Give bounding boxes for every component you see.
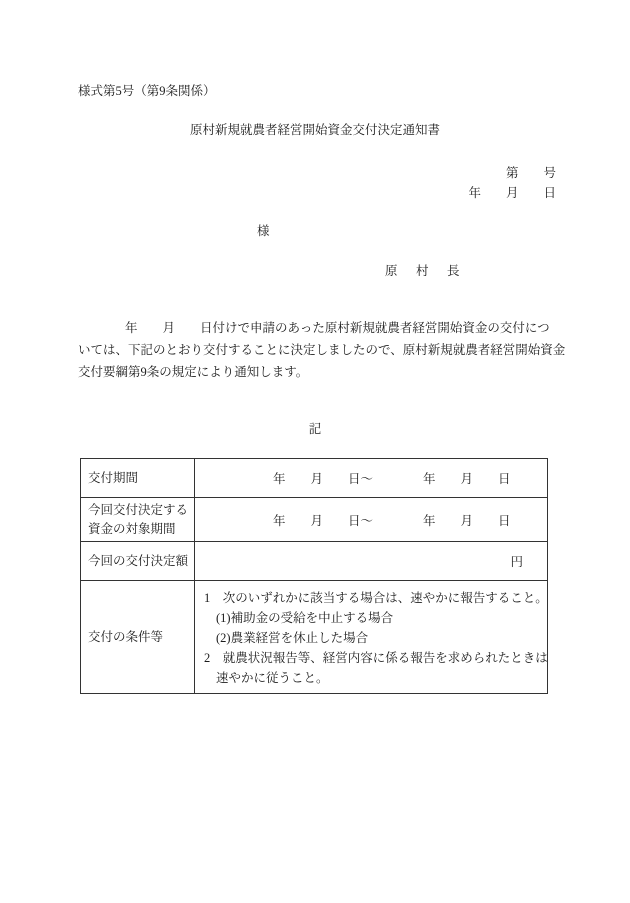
addressee-honorific: 様 [257, 224, 270, 238]
row-label: 今回の交付決定額 [81, 542, 195, 580]
body-paragraph [78, 317, 566, 383]
table-row-target-period [81, 497, 547, 541]
section-marker-ki: 記 [308, 422, 322, 436]
sender-village-mayor: 原 村 長 [385, 264, 463, 278]
form-number: 様式第5号（第9条関係） [78, 84, 216, 98]
row-value-date-range: 年 月 日～ 年 月 日 [273, 513, 511, 528]
body-line: いては、下記のとおり交付することに決定しましたので、原村新規就農者経営開始資金 [78, 343, 566, 357]
condition-line: 2 就農状況報告等、経営内容に係る報告を求められたときは [204, 651, 548, 665]
condition-line: 1 次のいずれかに該当する場合は、速やかに報告すること。 [204, 591, 548, 605]
row-label: 交付の条件等 [81, 581, 195, 693]
document-number-blank: 第 号 [505, 166, 556, 180]
body-line: 交付要綱第9条の規定により通知します。 [78, 365, 309, 379]
row-label: 交付期間 [81, 459, 195, 497]
grant-decision-table [80, 458, 548, 694]
body-line: 年 月 日付けで申請のあった原村新規就農者経営開始資金の交付につ [125, 321, 550, 335]
issue-date-blank: 年 月 日 [468, 186, 556, 200]
document-title: 原村新規就農者経営開始資金交付決定通知書 [189, 123, 440, 137]
condition-line: (2)農業経営を休止した場合 [216, 631, 369, 645]
table-row-decided-amount [81, 541, 547, 580]
table-row-grant-period [81, 459, 547, 497]
condition-line: (1)補助金の受給を中止する場合 [216, 611, 394, 625]
row-value-amount-yen: 円 [510, 555, 523, 569]
row-label: 今回交付決定する資金の対象期間 [81, 498, 195, 541]
row-value-date-range: 年 月 日～ 年 月 日 [273, 472, 511, 486]
condition-line: 速やかに従うこと。 [216, 671, 329, 685]
row-value-conditions [195, 581, 554, 693]
table-row-grant-conditions [81, 580, 547, 693]
